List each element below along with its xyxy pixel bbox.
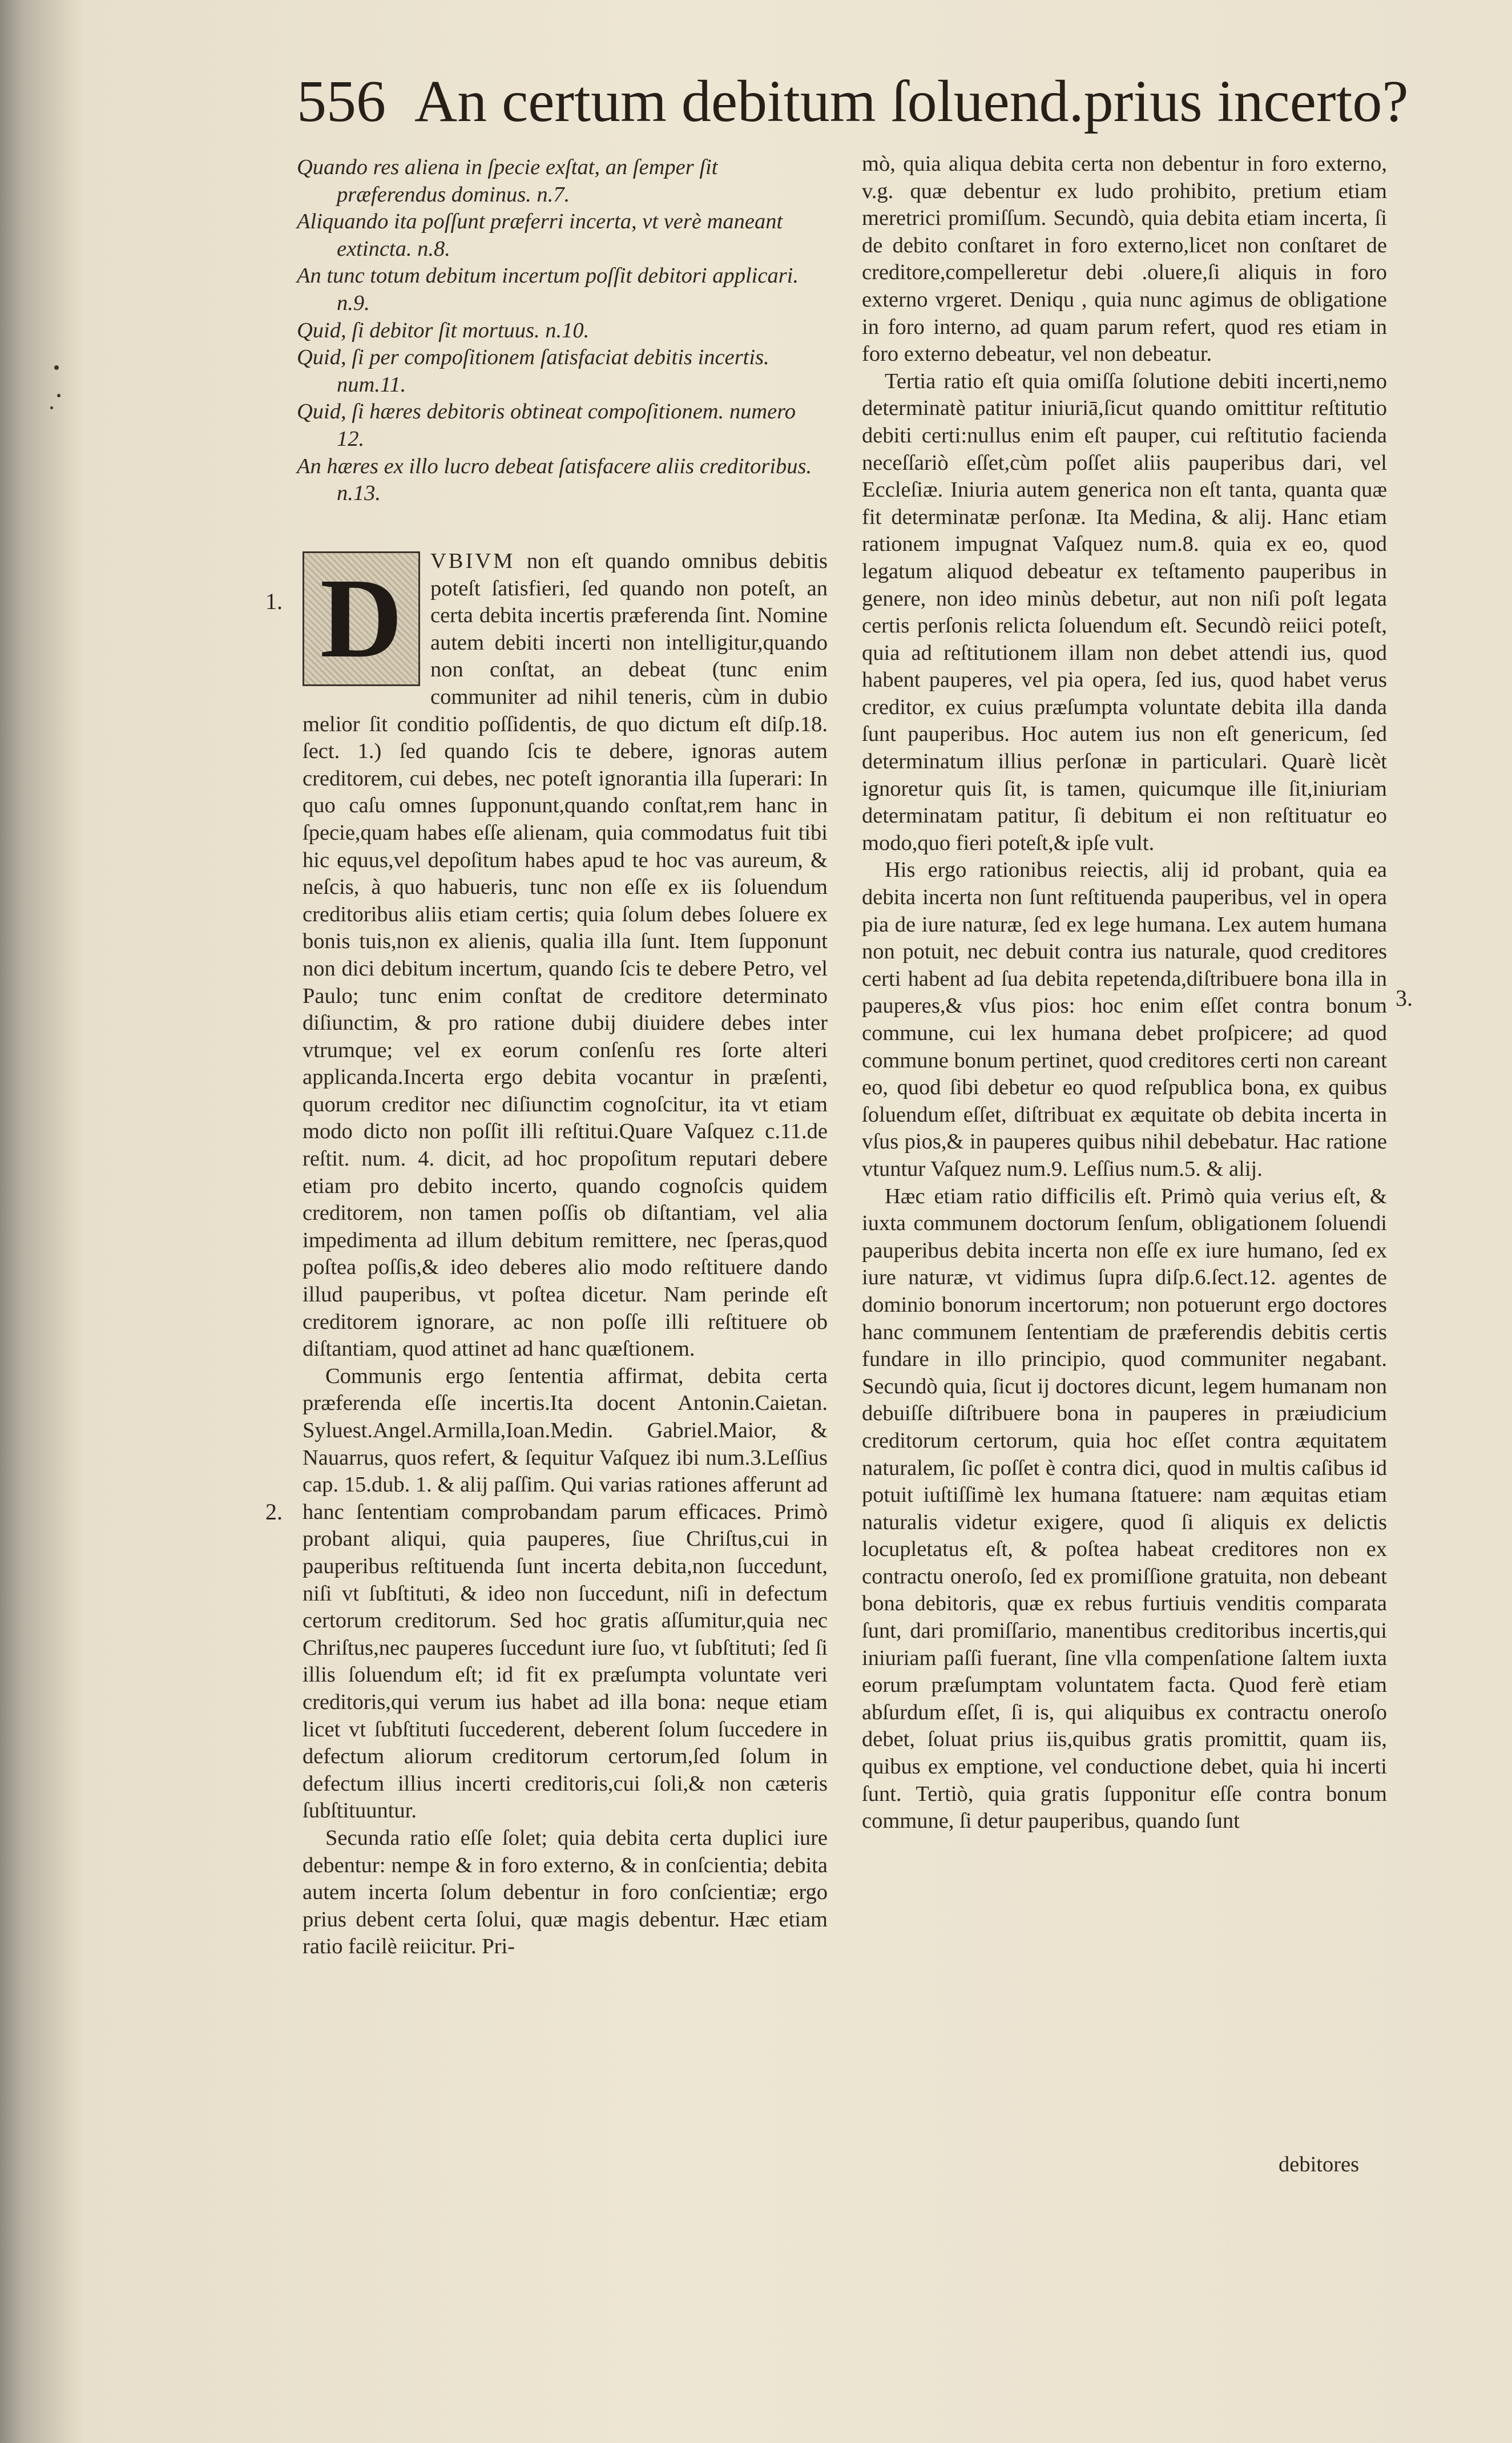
binding-stain <box>50 406 53 409</box>
right-column <box>862 151 1387 1835</box>
index-entry: Quid, ſi per compoſitionem ſatisfaciat debitis incertis. num.11. <box>297 345 769 397</box>
margin-number: 1. <box>265 588 283 614</box>
margin-number: 3. <box>1396 985 1413 1011</box>
opening-smallcaps: VBIVM <box>430 549 515 573</box>
index-entry: An hæres ex illo lucro debeat ſatisfacere aliis creditoribus. n.13. <box>297 454 812 506</box>
chapter-summary-index <box>297 154 828 507</box>
ornamental-initial: D <box>303 551 420 686</box>
opening-text: non eſt quando omnibus debitis poteſt ſatisfieri, ſed quando non poteſt, an certa debita incertis præferenda ſint. Nomine autem debiti incerti non intelligitur,quando non conſtat, an debeat (tunc enim communiter ad nihil teneris, cùm in dubio melior ſit conditio poſſidentis, de quo dictum eſt diſp.18. ſect. 1.) ſed quando ſcis te debere, ignoras autem creditorem, cui debes, nec poteſt ignorantia illa ſuperari: In quo caſu omnes ſupponunt,quando conſtat,rem hanc in ſpecie,quam habes eſſe alienam, quia commodatus fuit tibi hic equus,vel depoſitum habes apud te hoc vas aureum, & neſcis, à quo habueris, tunc non eſſe ex iis ſoluendum creditoribus aliis etiam certis; quia ſolum debes ſoluere ex bonis tuis,non ex alienis, qualia illa ſunt. Item ſupponunt non dici debitum incertum, quando ſcis te debere Petro, vel Paulo; tunc enim conſtat de creditore determinato diſiunctim, & pro ratione dubij diuidere debes inter vtrumque; vel ex eorum conſenſu res ſorte alteri applicanda.Incerta ergo debita vocantur in præſenti, quorum creditor nec diſiunctim cognoſcitur, ita vt etiam modo dicto non poſſit illi reſtitui.Quare Vaſquez c.11.de reſtit. num. 4. dicit, ad hoc propoſitum reputari debere etiam pro debito incerto, quando cognoſcis quidem creditorem, non tamen poſſis ob diſtantiam, vel alia impedimenta ad illum debitum remittere, nec ſperas,quod poſtea poſſis,& ideo deberes alio modo reſtituere dando illud pauperibus, vt poſtea dicetur. Nam perinde eſt creditorem ignorare, ac non poſſe illi reſtituere ob diſtantiam, quod attinet ad hanc quæſtionem. <box>303 549 828 1361</box>
binding-stain <box>54 365 59 370</box>
index-entry: Quando res aliena in ſpecie exſtat, an ſemper ſit præferendus dominus. n.7. <box>297 155 718 207</box>
margin-number: 2. <box>265 1499 283 1525</box>
paragraph: Communis ergo ſententia affirmat, debita certa præferenda eſſe incertis.Ita docent Antonin.Caietan. Syluest.Angel.Armilla,Ioan.Medin. Gabriel.Maior, & Nauarrus, quos refert, & ſequitur Vaſquez ibi num.3.Leſſius cap. 15.dub. 1. & alij paſſim. Qui varias rationes afferunt ad hanc ſententiam comprobandam parum efficaces. Primò probant aliqui, quia pauperes, ſiue Chriſtus,cui in pauperibus reſtituenda ſunt incerta debita,non ſuccedunt, niſi vt ſubſtituti, & ideo non ſuccedunt, niſi in defectum certorum creditorum. Sed hoc gratis aſſumitur,quia nec Chriſtus,nec pauperes ſuccedunt iure ſuo, vt ſubſtituti; ſed ſi illis ſoluendum eſt; id fit ex præſumpta voluntate veri creditoris,qui verum ius habet ad illa bona: neque etiam licet vt ſubſtituti ſuccederent, deberent ſolum ſuccedere in defectum aliorum creditorum certorum,ſed ſolum in defectum illius incerti creditoris,cui ſoli,& non cæteris ſubſtituuntur. <box>303 1364 828 1823</box>
paragraph: His ergo rationibus reiectis, alij id probant, quia ea debita incerta non ſunt reſtituenda pauperibus, vel in opera pia de iure naturæ, ſed ex lege humana. Lex autem humana non potuit, nec debuit contra ius naturale, quod creditores certi habent ad ſua debita repetenda,diſtribuere bona illa in pauperes,& vſus pios: hoc enim eſſet contra bonum commune, cui lex humana debet proſpicere; ad quod commune bonum pertinet, quod creditores certi non careant eo, quod ſibi debetur eo quod reſpublica bona, ex quibus ſoluendum eſſet, diſtribuat ex æquitate ob debita incerta in vſus pios,& in pauperes quibus nihil debebatur. Hac ratione vtuntur Vaſquez num.9. Leſſius num.5. & alij. <box>862 858 1387 1181</box>
paragraph: mò, quia aliqua debita certa non debentur in foro externo, v.g. quæ debentur ex ludo prohibito, pretium etiam meretrici promiſſum. Secundò, quia debita etiam incerta, ſi de debito conſtaret in foro externo,licet non conſtaret de creditore,compelleretur debi .oluere,ſi aliquis in foro externo vrgeret. Deniqu , quia nunc agimus de obligatione in foro interno, ad quam parum refert, quod res etiam in foro externo debeatur, vel non debeatur. <box>862 152 1387 366</box>
paragraph-opening <box>303 548 828 1363</box>
paragraph: Secunda ratio eſſe ſolet; quia debita certa duplici iure debentur: nempe & in foro externo, & in conſcientia; debita autem incerta ſolum debentur in foro conſcientiæ; ergo prius debent certa ſolui, quæ magis debentur. Hæc etiam ratio facilè reiicitur. Pri- <box>303 1825 828 1959</box>
paragraph: Hæc etiam ratio difficilis eſt. Primò quia verius eſt, & iuxta communem doctorum ſenſum, obligationem ſoluendi pauperibus debita incerta non eſſe ex iure humano, ſed ex iure naturæ, vt vidimus ſupra diſp.6.ſect.12. agentes de dominio bonorum incertorum; non potuerunt ergo doctores hanc communem ſententiam de præferendis debitis certis fundare in illo principio, quod communiter negabant. Secundò quia, ſicut ij doctores dicunt, legem humanam non debuiſſe diſtribuere bona in pauperes in præiudicium creditorum certorum, quia hoc eſſet contra æquitatem naturalem, ſic poſſet è contra dici, quod in multis caſibus id potuit iuſtiſſimè lex humana ſtatuere: nam æquitas etiam naturalis videtur exigere, quod ſi aliquis ex delictis locupletatus eſt, & poſtea habeat creditores non ex contractu oneroſo, ſed ex promiſſione gratuita, non debeant bona debitoris, quæ ex rebus furtiuis venditis comparata ſunt, dari promiſſario, manentibus creditoribus incertis,qui iniuriam paſſi fuerant, ſine vlla compenſatione ſaltem iuxta eorum præſumptam voluntatem facta. Quod ferè etiam abſurdum eſſet, ſi is, qui aliquibus ex contractu oneroſo debet, ſoluat prius iis,quibus gratis promittit, quam iis, quibus ex emptione, vel conductione debet, quia hi incerti ſunt. Tertiò, quia gratis ſupponitur eſſe contra bonum commune, ſi detur pauperibus, quando ſunt <box>862 1184 1387 1833</box>
left-column <box>303 548 828 1961</box>
index-entry: An tunc totum debitum incertum poſſit debitori applicari. n.9. <box>297 264 799 315</box>
index-entry: Quid, ſi debitor ſit mortuus. n.10. <box>297 318 590 342</box>
page-header <box>297 67 1409 147</box>
index-entry: Aliquando ita poſſunt præferri incerta, vt verè maneant extincta. n.8. <box>297 209 783 261</box>
book-page <box>86 0 1512 2443</box>
catchword: debitores <box>1279 2152 1360 2176</box>
running-title: An certum debitum ſoluend.prius incerto? <box>414 68 1409 134</box>
index-entry: Quid, ſi hæres debitoris obtineat compoſitionem. numero 12. <box>297 400 796 451</box>
binding-edge <box>0 0 86 2443</box>
paragraph: Tertia ratio eſt quia omiſſa ſolutione debiti incerti,nemo determinatè patitur iniuriā,ſicut quando omittitur reſtitutio debiti certi:nullus enim eſt pauper, cui reſtitutio facienda neceſſariò eſſet,cùm poſſet aliis pauperibus dari, vel Eccleſiæ. Iniuria autem generica non eſt tanta, quanta quæ fit determinatæ perſonæ. Ita Medina, & alij. Hanc etiam rationem impugnat Vaſquez num.8. quia ex eo, quod legatum aliquod debeatur ex teſtamento pauperibus in genere, non ideo minùs debetur, aut non niſi poſt legata certis perſonis relicta ſoluendum eſt. Secundò reiici poteſt, quia ad reſtitutionem illam non debet attendi ius, quod habent pauperes, vel pia opera, ſed ius, quod habet verus creditor, ex cuius præſumpta voluntate debita illa danda ſunt pauperibus. Hoc autem ius non eſt genericum, ſed determinatum illius perſonæ in particulari. Quarè licèt ignoretur quis ſit, is tamen, quicumque ille ſit,iniuriam determinatam patitur, ſi debitum ei non reſtituatur eo modo,quo fieri poteſt,& ipſe vult. <box>862 369 1387 855</box>
binding-stain <box>57 394 61 397</box>
page-number: 556 <box>297 68 386 134</box>
